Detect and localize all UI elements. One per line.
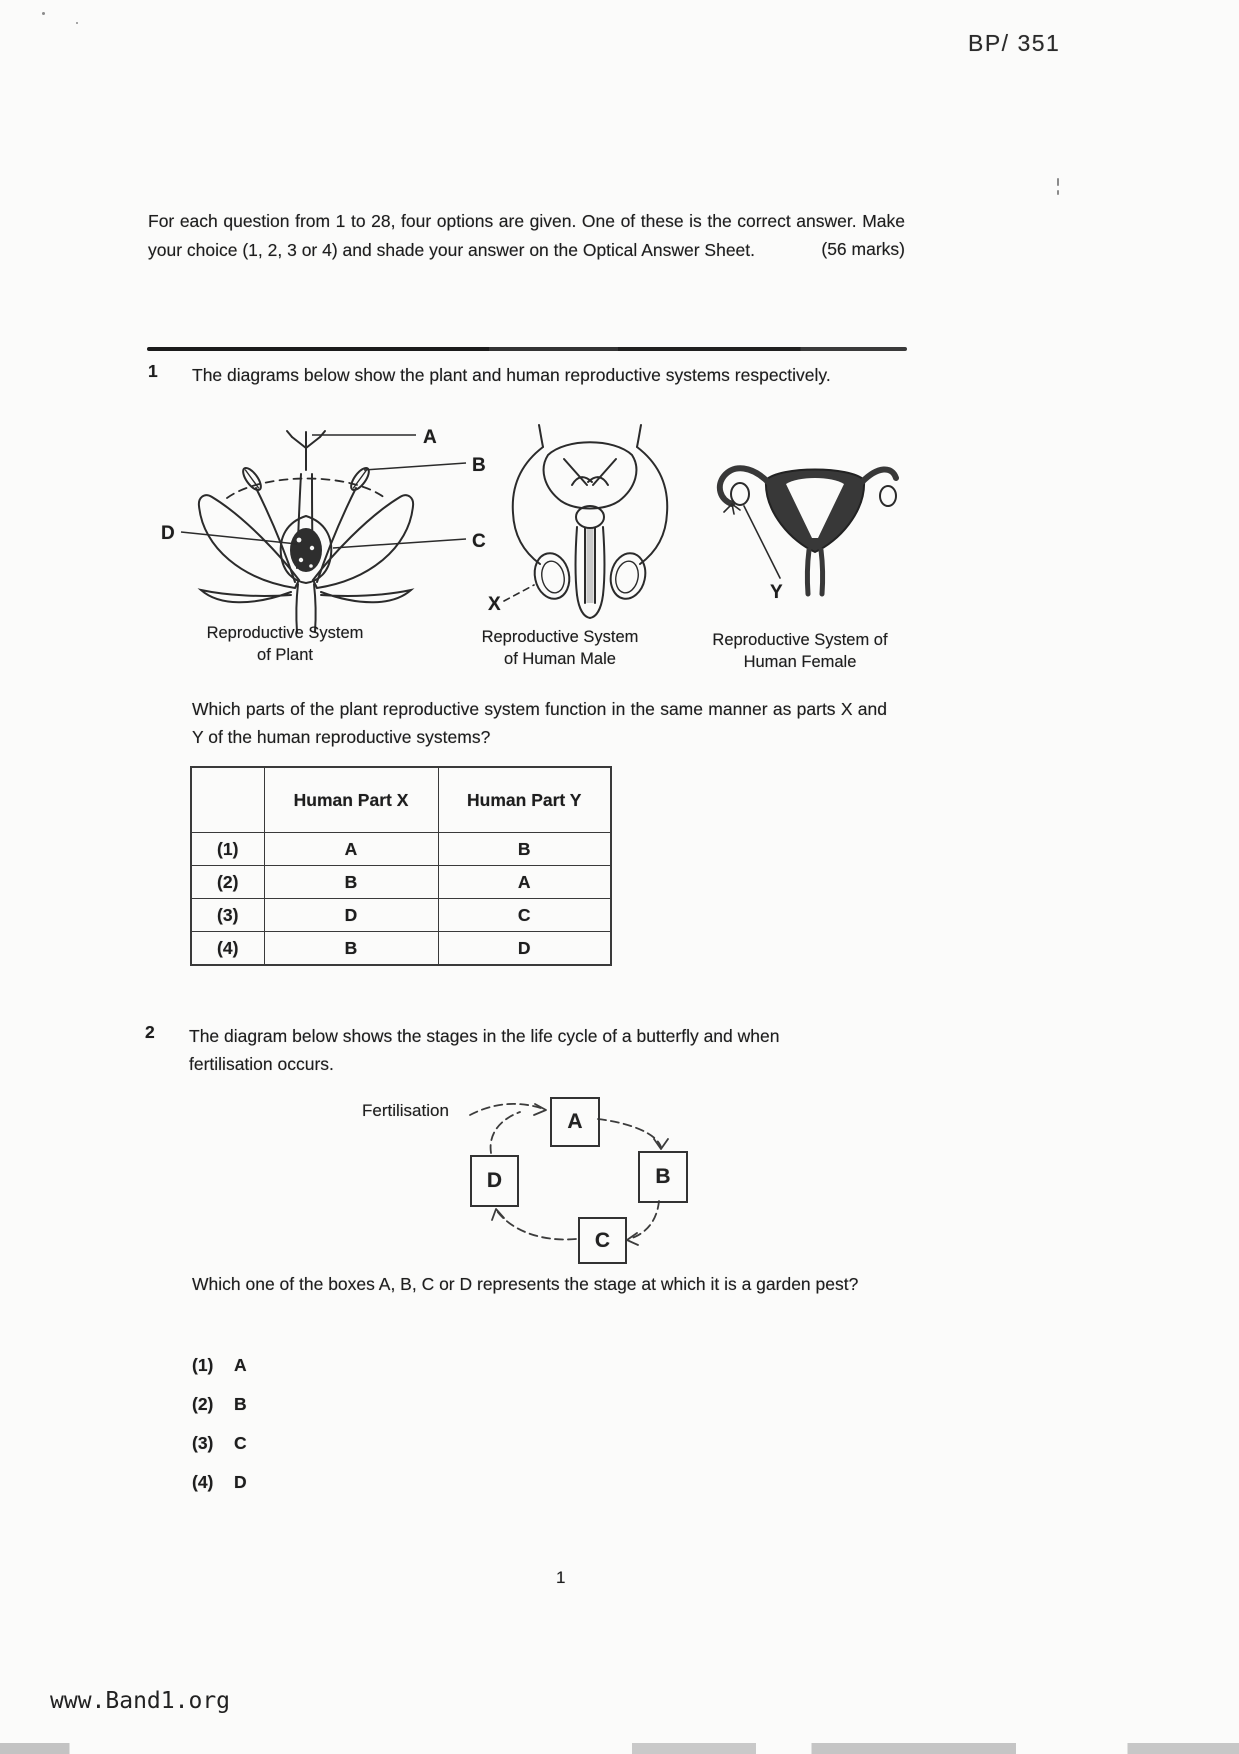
question-2-prompt-text: Which one of the boxes A, B, C or D represents the stage at which it is a garden pest? xyxy=(192,1274,859,1294)
stage-box-c: C xyxy=(578,1217,627,1264)
table-row: (2) B A xyxy=(191,866,611,899)
fertilisation-label: Fertilisation xyxy=(362,1101,449,1120)
page-number: 1 xyxy=(556,1568,566,1587)
table-row: (4) B D xyxy=(191,932,611,966)
stage-box-d: D xyxy=(470,1155,519,1207)
male-label-x: X xyxy=(488,594,501,615)
plant-label-b: B xyxy=(472,455,486,476)
question-1-number: 1 xyxy=(148,361,158,381)
table-header-part-x: Human Part X xyxy=(264,767,438,833)
human-male-reproductive-diagram xyxy=(480,425,700,630)
question-2-number: 2 xyxy=(145,1022,155,1042)
scan-artifact xyxy=(76,22,78,24)
table-row: (1) A B xyxy=(191,833,611,866)
instructions-paragraph xyxy=(148,207,905,264)
female-label-y: Y xyxy=(770,582,783,603)
option-1: (1) A xyxy=(192,1355,247,1375)
stage-box-a: A xyxy=(550,1097,600,1147)
question-1 xyxy=(148,361,848,389)
butterfly-life-cycle-diagram xyxy=(360,1093,700,1283)
plant-label-c: C xyxy=(472,531,486,552)
question-2-prompt xyxy=(192,1270,892,1298)
question-2-options xyxy=(192,1355,247,1511)
scan-artifact xyxy=(1057,190,1059,195)
question-1-diagrams xyxy=(145,420,935,682)
scan-artifact xyxy=(42,12,45,15)
document-reference: BP/ 351 xyxy=(968,30,1061,56)
plant-diagram-caption: Reproductive System of Plant xyxy=(206,624,364,664)
footer-url: www.Band1.org xyxy=(50,1688,231,1714)
question-2-stem: The diagram below shows the stages in the life cycle of a butterfly and when fertilisation occurs. xyxy=(189,1026,780,1074)
option-3: (3) C xyxy=(192,1433,247,1453)
question-1-prompt xyxy=(148,695,887,751)
question-1-prompt-text: Which parts of the plant reproductive system function in the same manner as parts X and Y of the human reproductive systems? xyxy=(192,699,887,747)
scan-edge-strip xyxy=(0,1743,1239,1754)
plant-reproductive-diagram xyxy=(145,420,495,635)
scan-artifact xyxy=(1057,178,1059,186)
male-diagram-caption: Reproductive System of Human Male xyxy=(481,628,639,668)
question-1-stem: The diagrams below show the plant and human reproductive systems respectively. xyxy=(192,365,831,385)
question-1-answer-table xyxy=(190,766,612,966)
female-diagram-caption: Reproductive System of Human Female xyxy=(712,631,888,671)
question-2 xyxy=(145,1022,865,1078)
marks-total: (56 marks) xyxy=(821,238,905,259)
option-4: (4) D xyxy=(192,1472,247,1492)
stage-box-b: B xyxy=(638,1151,688,1203)
instructions-text: For each question from 1 to 28, four options are given. One of these is the correct answer. Make your choice (1, 2, 3 or 4) and shade your answer on the Optical Answer Sheet. xyxy=(148,211,905,260)
human-female-reproductive-diagram xyxy=(700,438,900,618)
plant-label-d: D xyxy=(161,523,175,544)
table-row: (3) D C xyxy=(191,899,611,932)
option-2: (2) B xyxy=(192,1394,247,1414)
table-header-blank xyxy=(191,767,264,833)
plant-label-a: A xyxy=(423,427,437,448)
section-divider xyxy=(147,347,907,351)
table-header-part-y: Human Part Y xyxy=(438,767,611,833)
table-header-row xyxy=(191,767,611,833)
